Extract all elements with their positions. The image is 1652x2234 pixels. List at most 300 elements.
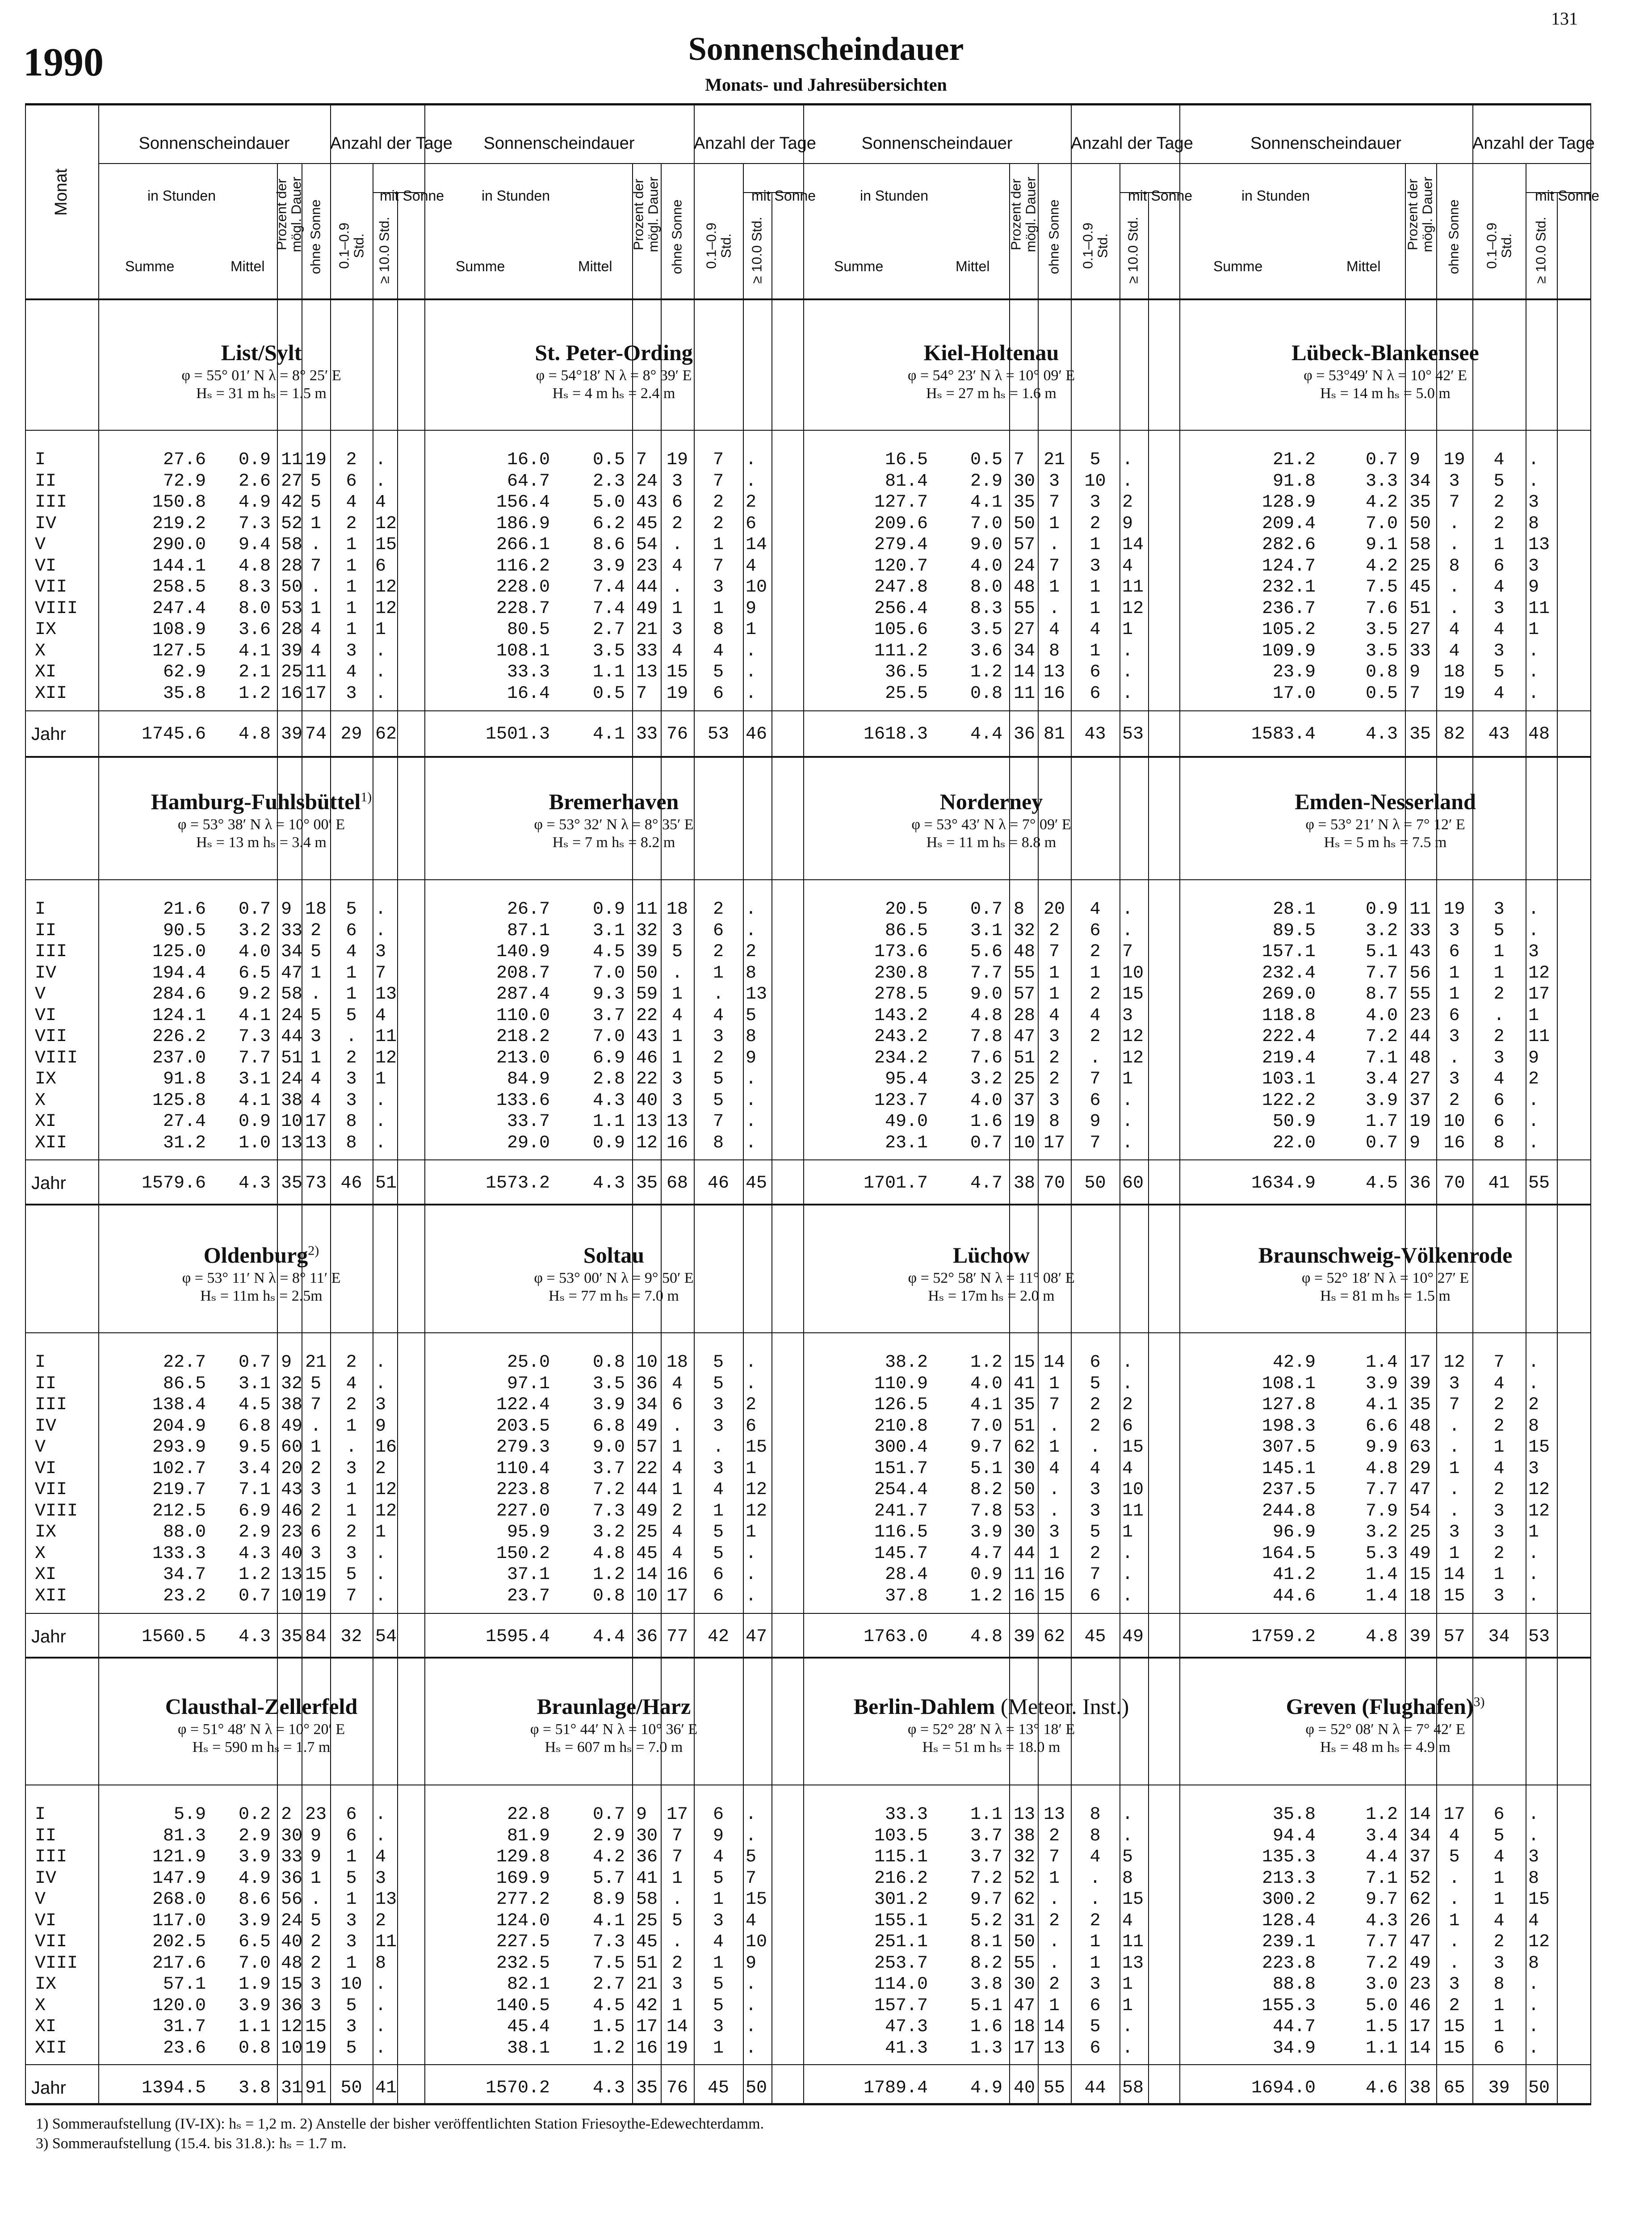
table-cell: . [746,1373,757,1394]
table-cell: 14 [1409,2038,1431,2058]
table-cell: 2 [346,1395,357,1415]
header-ohne-sonne: ohne Sonne [669,199,685,274]
table-cell: 128.9 [1262,492,1316,512]
table-cell: 2 [1493,1543,1505,1564]
table-cell: 18 [1409,1586,1431,1606]
table-cell: . [1048,1501,1060,1521]
table-cell: 223.8 [1262,1953,1316,1974]
table-cell: 62.9 [163,662,206,682]
table-cell: 7 [636,450,647,470]
table-cell: 9 [1090,1112,1101,1132]
table-cell: 247.4 [152,598,206,619]
table-cell: 33 [281,920,303,941]
table-cell: 1 [1528,620,1539,640]
station-name-text: Lübeck-Blankensee [1291,340,1479,365]
table-cell: 4 [1090,1458,1101,1479]
table-cell: 14 [1043,2017,1065,2037]
station-heights: Hₛ = 13 m hₛ = 3.4 m [196,834,327,851]
table-cell: 50 [746,2078,767,2098]
table-cell: 45 [636,513,658,534]
station-name-text: Bremerhaven [549,789,679,814]
station-heights: Hₛ = 31 m hₛ = 1.5 m [196,385,327,402]
table-cell: 2 [1048,1974,1060,1995]
table-cell: 7.3 [238,513,271,534]
table-cell: 2.9 [970,471,1002,491]
table-cell: . [1528,2017,1539,2037]
table-cell: 169.9 [496,1868,550,1889]
table-cell: 50.9 [1272,1112,1316,1132]
table-cell: 111.2 [874,641,928,661]
table-cell: 105.2 [1262,620,1316,640]
table-cell: 282.6 [1262,535,1316,555]
table-cell: 4 [671,1458,683,1479]
table-cell: 157.7 [874,1995,928,2016]
table-cell: 3 [1449,471,1460,491]
table-cell: . [1449,1501,1460,1521]
table-cell: 2 [746,1395,757,1415]
station-name [803,1242,1179,1268]
table-cell: 20.5 [885,899,928,920]
table-cell: 8 [1122,1868,1133,1889]
table-cell: 36 [281,1995,303,2016]
table-cell: 1 [713,1501,724,1521]
table-cell: 6 [1122,1416,1133,1436]
table-cell: 45 [1084,1627,1106,1647]
table-cell: . [1528,1805,1539,1825]
table-cell: . [713,1437,724,1457]
table-cell: 1.2 [970,662,1002,682]
table-cell: 1560.5 [141,1627,206,1647]
table-cell: 23 [1409,1974,1431,1995]
table-cell: 3 [1449,1373,1460,1394]
table-cell: 125.8 [152,1090,206,1111]
table-cell: 1 [1090,598,1101,619]
table-cell: 15 [1528,1437,1550,1457]
table-cell: 3 [1493,598,1505,619]
table-cell: 53 [707,724,729,744]
table-cell: 31.2 [163,1133,206,1153]
table-cell: 4.9 [970,2078,1002,2098]
table-cell: . [1122,1586,1133,1606]
table-cell: 150.8 [152,492,206,512]
table-cell: 8 [1528,1416,1539,1436]
table-cell: 1 [346,535,357,555]
table-cell: 5 [1493,471,1505,491]
month-label: X [35,1995,46,2016]
table-cell: 9 [310,1826,321,1846]
table-cell: 38 [1409,2078,1431,2098]
table-cell: 76 [666,724,688,744]
table-cell: 32 [636,920,658,941]
table-cell: 108.1 [1262,1373,1316,1394]
table-cell: 1 [375,620,386,640]
table-cell: 2 [671,513,683,534]
table-cell: 40 [1014,2078,1036,2098]
table-cell: . [746,1133,757,1153]
table-cell: 116.2 [496,556,550,576]
table-cell: 4 [1048,1458,1060,1479]
table-cell: 55 [1528,1173,1550,1193]
table-cell: 3.9 [592,1395,625,1415]
table-cell: 40 [281,1543,303,1564]
month-label: II [35,471,57,491]
table-cell: 145.1 [1262,1458,1316,1479]
table-cell: 33 [1409,641,1431,661]
table-cell: 6 [1493,1805,1505,1825]
table-cell: 1 [1048,1373,1060,1394]
month-label: V [35,1890,46,1910]
table-cell: 129.8 [496,1847,550,1867]
table-cell: 3.1 [238,1069,271,1089]
table-cell: . [746,899,757,920]
table-cell: . [1528,471,1539,491]
table-cell: 3 [1449,920,1460,941]
table-cell: 173.6 [874,942,928,962]
table-cell: 16 [1443,1133,1465,1153]
table-cell: 0.5 [592,683,625,704]
column-line [771,192,772,2105]
table-cell: 204.9 [152,1416,206,1436]
table-cell: 9 [1409,662,1421,682]
table-cell: 5 [746,1847,757,1867]
table-cell: 7 [1493,1352,1505,1373]
table-cell: 10 [746,1932,767,1952]
table-cell: 120.7 [874,556,928,576]
table-cell: 35 [281,1627,303,1647]
header-mittel: Mittel [578,258,612,274]
table-cell: 2 [1493,1480,1505,1500]
table-cell: 4 [713,641,724,661]
table-cell: 8.9 [592,1890,625,1910]
jahr-line [25,1159,1591,1160]
table-cell: 4 [346,942,357,962]
table-cell: . [746,2017,757,2037]
table-cell: 37 [1409,1847,1431,1867]
table-cell: 266.1 [496,535,550,555]
table-cell: 4 [671,1522,683,1542]
table-cell: 4 [1048,620,1060,640]
table-cell: 3 [1449,1522,1460,1542]
table-cell: 1 [1493,1565,1505,1585]
table-cell: 15 [1014,1352,1036,1373]
station-heights: Hₛ = 607 m hₛ = 7.0 m [545,1739,683,1755]
table-cell: 6 [1090,1995,1101,2016]
table-cell: 47 [746,1627,767,1647]
table-cell: 41 [1488,1173,1510,1193]
table-cell: 12 [281,2017,303,2037]
table-cell: 3.7 [592,1005,625,1026]
table-cell: 23.2 [163,1586,206,1606]
table-cell: 216.2 [874,1868,928,1889]
table-cell: 7.7 [1365,963,1398,983]
table-cell: . [1048,1480,1060,1500]
table-cell: 2 [1048,1048,1060,1068]
table-cell: 25 [1014,1069,1036,1089]
table-cell: 40 [281,1932,303,1952]
table-cell: 5 [713,1352,724,1373]
header-group-line [330,103,331,298]
month-label: III [35,492,67,512]
table-cell: 5 [346,1005,357,1026]
table-cell: 19 [1014,1112,1036,1132]
station-coords: φ = 52° 18′ N λ = 10° 27′ E [1301,1270,1469,1286]
table-cell: 8 [346,1112,357,1132]
table-cell: 3 [346,1932,357,1952]
table-cell: 6 [671,1395,683,1415]
table-cell: 1.0 [238,1133,271,1153]
station-name-text: Soltau [583,1243,645,1268]
table-cell: 7 [1048,1395,1060,1415]
table-cell: 48 [1409,1416,1431,1436]
table-cell: 110.9 [874,1373,928,1394]
table-cell: . [746,662,757,682]
table-cell: 39 [1014,1627,1036,1647]
month-label: VIII [35,1048,78,1068]
table-cell: 102.7 [152,1458,206,1479]
table-cell: 3 [346,683,357,704]
table-cell: 5 [346,2038,357,2058]
table-cell: 3 [1048,1522,1060,1542]
table-cell: 41 [375,2078,397,2098]
table-cell: 219.4 [1262,1048,1316,1068]
station-name [424,1242,803,1268]
station-name [424,340,803,365]
table-cell: 33.7 [507,1112,550,1132]
table-cell: 117.0 [152,1911,206,1931]
table-cell: 7.5 [1365,577,1398,597]
table-cell: 14 [666,2017,688,2037]
table-cell: 15 [1409,1565,1431,1585]
table-cell: . [1122,471,1133,491]
table-cell: 2 [281,1805,292,1825]
table-cell: 2 [1090,1395,1101,1415]
jahr-label: Jahr [31,724,66,744]
table-cell: 5 [1449,1847,1460,1867]
table-cell: 70 [1043,1173,1065,1193]
table-cell: 18 [1014,2017,1036,2037]
station-coords: φ = 53°49′ N λ = 10° 42′ E [1304,367,1467,384]
table-cell: 2 [713,1048,724,1068]
column-line [1148,192,1149,2105]
table-cell: 103.5 [874,1826,928,1846]
table-cell: 7 [1090,1565,1101,1585]
table-cell: 54 [375,1627,397,1647]
table-cell: 58 [636,1890,658,1910]
table-cell: 3 [1090,1480,1101,1500]
table-cell: 49.0 [885,1112,928,1132]
table-cell: 1759.2 [1251,1627,1316,1647]
table-cell: 1 [346,1480,357,1500]
table-cell: . [746,450,757,470]
table-cell: 24 [281,1005,303,1026]
table-cell: 8.7 [1365,984,1398,1004]
table-cell: 7.3 [592,1932,625,1952]
table-cell: 3.9 [238,1847,271,1867]
table-cell: 1 [310,598,321,619]
table-cell: 3 [1528,1458,1539,1479]
table-cell: 8 [1528,1953,1539,1974]
table-cell: 2 [346,1048,357,1068]
table-cell: 232.1 [1262,577,1316,597]
table-cell: 40 [636,1090,658,1111]
table-cell: 1 [346,556,357,576]
table-cell: 6 [713,1586,724,1606]
table-cell: 5 [310,1373,321,1394]
table-cell: . [1449,1890,1460,1910]
station-name-text: Hamburg-Fuhlsbüttel [151,789,361,814]
table-cell: 4 [1528,1911,1539,1931]
table-cell: 16 [281,683,303,704]
table-cell: . [375,1826,386,1846]
table-cell: 13 [1043,662,1065,682]
table-cell: 28 [1014,1005,1036,1026]
table-cell: 0.7 [970,1133,1002,1153]
table-cell: 34 [636,1395,658,1415]
station-coords: φ = 53° 43′ N λ = 7° 09′ E [911,816,1071,833]
table-cell: 6.8 [238,1416,271,1436]
table-cell: 2 [346,513,357,534]
table-cell: 16.5 [885,450,928,470]
table-cell: 3 [1090,492,1101,512]
table-cell: 0.7 [238,1352,271,1373]
table-cell: 279.4 [874,535,928,555]
table-cell: 48 [281,1953,303,1974]
table-cell: 1 [1048,1868,1060,1889]
table-cell: 27.4 [163,1112,206,1132]
table-cell: 3 [713,1395,724,1415]
table-cell: 232.5 [496,1953,550,1974]
table-cell: 11 [1409,899,1431,920]
table-cell: 109.9 [1262,641,1316,661]
table-cell: 35 [281,1173,303,1193]
table-cell: 7.0 [592,1027,625,1047]
station-coords: φ = 52° 28′ N λ = 13° 18′ E [907,1721,1075,1738]
table-cell: 1.1 [970,1805,1002,1825]
section-data-line [25,1332,1591,1333]
table-cell: 5 [1090,2017,1101,2037]
table-cell: 4 [671,1005,683,1026]
table-cell: 38.2 [885,1352,928,1373]
table-cell: 7.1 [1365,1048,1398,1068]
table-cell: . [1449,577,1460,597]
table-cell: 147.9 [152,1868,206,1889]
table-cell: 6 [1090,920,1101,941]
section-end-line [25,756,1591,758]
table-cell: 27 [1014,620,1036,640]
table-cell: 1.4 [1365,1565,1398,1585]
month-label: II [35,1373,57,1394]
header-ohne-sonne: ohne Sonne [307,199,323,274]
table-cell: 3.2 [1365,1522,1398,1542]
table-cell: 49 [281,1416,303,1436]
table-cell: . [1122,899,1133,920]
table-cell: 55 [1014,598,1036,619]
table-cell: 2 [713,942,724,962]
table-cell: 49 [636,598,658,619]
table-cell: . [310,1890,321,1910]
table-cell: 120.0 [152,1995,206,2016]
table-cell: 2 [310,1932,321,1952]
table-cell: 1 [1122,1995,1133,2016]
table-cell: 47 [1409,1480,1431,1500]
table-cell: 35 [1409,492,1431,512]
table-cell: 5 [1090,1522,1101,1542]
table-cell: 13 [666,1112,688,1132]
table-cell: . [671,577,683,597]
table-cell: 32 [281,1373,303,1394]
table-cell: 90.5 [163,920,206,941]
table-cell: 45.4 [507,2017,550,2037]
table-cell: 12 [746,1480,767,1500]
table-cell: 1.4 [1365,1586,1398,1606]
jahr-label: Jahr [31,1173,66,1193]
table-cell: 4.4 [592,1627,625,1647]
table-cell: 17 [1014,2038,1036,2058]
table-cell: 35 [1014,492,1036,512]
table-cell: 7 [713,556,724,576]
table-cell: 210.8 [874,1416,928,1436]
table-cell: 50 [1528,2078,1550,2098]
table-cell: 13 [636,662,658,682]
table-cell: 20 [1043,899,1065,920]
table-cell: 11 [1528,1027,1550,1047]
table-cell: 30 [1014,1974,1036,1995]
table-cell: 1 [1449,1458,1460,1479]
table-cell: 209.6 [874,513,928,534]
table-cell: 23 [305,1805,327,1825]
table-cell: 4 [1493,620,1505,640]
table-cell: 1789.4 [863,2078,928,2098]
table-cell: 3.4 [1365,1069,1398,1089]
table-cell: 48 [1014,942,1036,962]
table-cell: 9 [636,1805,647,1825]
table-cell: 150.2 [496,1543,550,1564]
table-cell: 8.3 [238,577,271,597]
table-cell: 7.5 [592,1953,625,1974]
station-name [98,340,424,365]
table-cell: 3.4 [238,1458,271,1479]
station-name-text: Braunlage/Harz [537,1694,691,1719]
table-cell: 4 [1493,577,1505,597]
table-cell: 19 [666,2038,688,2058]
table-cell: 13 [375,1890,397,1910]
table-cell: 7 [1409,683,1421,704]
table-cell: 55 [1014,1953,1036,1974]
table-cell: 6 [346,1805,357,1825]
table-cell: 13 [1043,1805,1065,1825]
table-cell: 46 [636,1048,658,1068]
table-cell: 7.1 [238,1480,271,1500]
table-cell: 81.9 [507,1826,550,1846]
station-name [803,1693,1179,1719]
table-cell: 1 [1122,1974,1133,1995]
table-cell: 16 [666,1565,688,1585]
table-cell: 87.1 [507,920,550,941]
table-cell: . [746,1112,757,1132]
jahr-line [25,2064,1591,2065]
table-cell: 33.3 [885,1805,928,1825]
table-cell: 3.5 [1365,641,1398,661]
table-cell: 1.2 [592,1565,625,1585]
table-cell: 25 [636,1911,658,1931]
header-summe: Summe [834,258,884,274]
table-cell: . [1122,1352,1133,1373]
table-cell: 7.2 [592,1480,625,1500]
table-cell: . [746,1974,757,1995]
table-cell: 11 [1528,598,1550,619]
table-cell: 2 [671,1501,683,1521]
table-cell: 21.6 [163,899,206,920]
